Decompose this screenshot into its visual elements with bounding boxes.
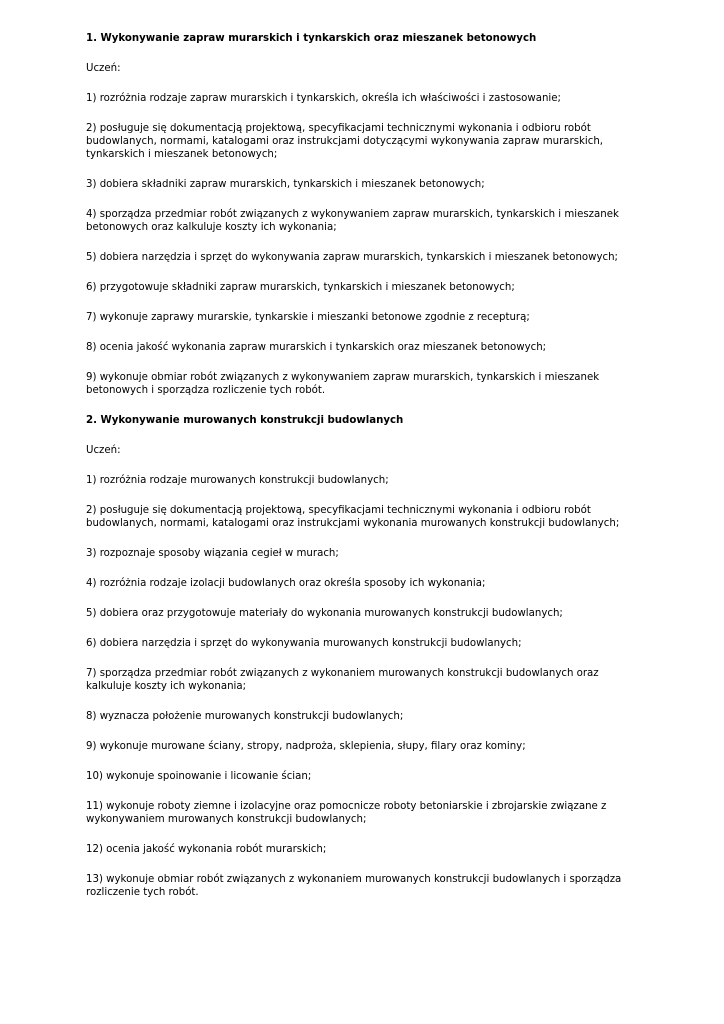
list-item: 3) dobiera składniki zapraw murarskich, tynkarskich i mieszanek betonowych; <box>86 179 485 190</box>
list-item: 11) wykonuje roboty ziemne i izolacyjne oraz pomocnicze roboty betoniarskie i zbrojarskie związane z wykonywaniem murowanych konstrukcji budowlanych; <box>86 801 607 825</box>
list-item: 4) sporządza przedmiar robót związanych z wykonywaniem zapraw murarskich, tynkarskich i mieszanek betonowych oraz kalkuluje koszty ich wykonania; <box>86 209 619 233</box>
section-title: 1. Wykonywanie zapraw murarskich i tynkarskich oraz mieszanek betonowych <box>86 33 537 44</box>
section-intro: Uczeń: <box>86 63 121 74</box>
section-1 <box>86 32 646 397</box>
list-item: 1) rozróżnia rodzaje zapraw murarskich i tynkarskich, określa ich właściwości i zastosowanie; <box>86 93 561 104</box>
list-item: 2) posługuje się dokumentacją projektową, specyfikacjami technicznymi wykonania i odbioru robót budowlanych, normami, katalogami oraz instrukcjami wykonania murowanych konstrukcji budowlanych; <box>86 505 620 529</box>
list-item: 6) dobiera narzędzia i sprzęt do wykonywania murowanych konstrukcji budowlanych; <box>86 638 522 649</box>
list-item: 6) przygotowuje składniki zapraw murarskich, tynkarskich i mieszanek betonowych; <box>86 282 515 293</box>
list-item: 4) rozróżnia rodzaje izolacji budowlanych oraz określa sposoby ich wykonania; <box>86 578 486 589</box>
list-item: 10) wykonuje spoinowanie i licowanie ścian; <box>86 771 312 782</box>
section-2 <box>86 414 646 899</box>
list-item: 8) wyznacza położenie murowanych konstrukcji budowlanych; <box>86 711 404 722</box>
section-intro: Uczeń: <box>86 445 121 456</box>
list-item: 8) ocenia jakość wykonania zapraw murarskich i tynkarskich oraz mieszanek betonowych; <box>86 342 547 353</box>
list-item: 5) dobiera oraz przygotowuje materiały do wykonania murowanych konstrukcji budowlanych; <box>86 608 563 619</box>
list-item: 9) wykonuje murowane ściany, stropy, nadproża, sklepienia, słupy, filary oraz kominy; <box>86 741 526 752</box>
list-item: 2) posługuje się dokumentacją projektową, specyfikacjami technicznymi wykonania i odbioru robót budowlanych, normami, katalogami oraz instrukcjami dotyczącymi wykonywania zapraw murarskich, tynkarskich i mieszanek betonowych; <box>86 123 604 160</box>
list-item: 9) wykonuje obmiar robót związanych z wykonywaniem zapraw murarskich, tynkarskich i mieszanek betonowych i sporządza rozliczenie tych robót. <box>86 372 600 396</box>
list-item: 7) sporządza przedmiar robót związanych z wykonaniem murowanych konstrukcji budowlanych oraz kalkuluje koszty ich wykonania; <box>86 668 599 692</box>
list-item: 1) rozróżnia rodzaje murowanych konstrukcji budowlanych; <box>86 475 389 486</box>
list-item: 3) rozpoznaje sposoby wiązania cegieł w murach; <box>86 548 339 559</box>
list-item: 12) ocenia jakość wykonania robót murarskich; <box>86 844 327 855</box>
list-item: 5) dobiera narzędzia i sprzęt do wykonywania zapraw murarskich, tynkarskich i mieszanek betonowych; <box>86 252 618 263</box>
document-page <box>86 32 646 916</box>
section-title: 2. Wykonywanie murowanych konstrukcji budowlanych <box>86 415 404 426</box>
list-item: 7) wykonuje zaprawy murarskie, tynkarskie i mieszanki betonowe zgodnie z recepturą; <box>86 312 530 323</box>
list-item: 13) wykonuje obmiar robót związanych z wykonaniem murowanych konstrukcji budowlanych i sporządza rozliczenie tych robót. <box>86 874 622 898</box>
